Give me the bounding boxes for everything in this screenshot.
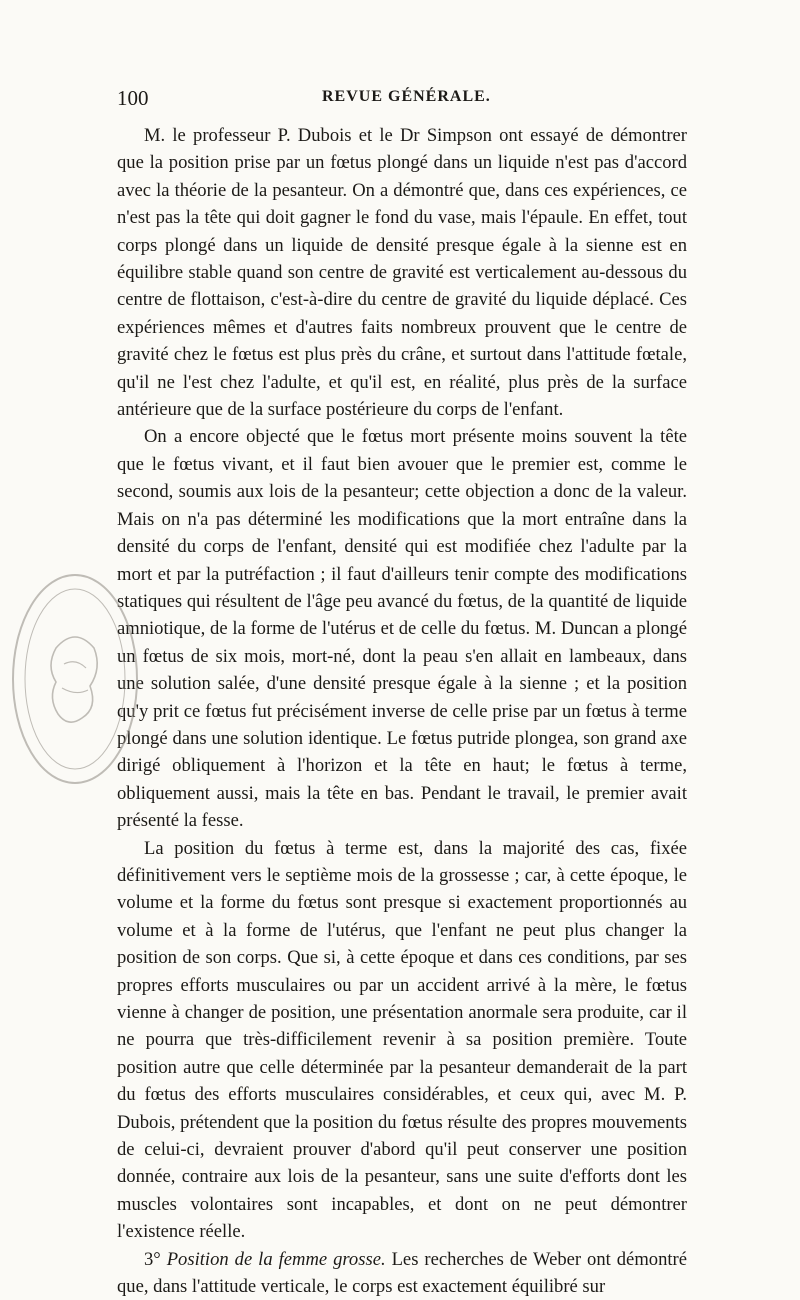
section-text: Les recherches de Weber ont démontré que, dans l'attitude verticale, le corps est exactement équilibré sur: [117, 1248, 687, 1298]
running-head: REVUE GÉNÉRALE.: [322, 88, 491, 105]
page-header: [117, 86, 687, 112]
section-heading: Position de la femme grosse.: [166, 1248, 386, 1270]
paragraph-1: M. le professeur P. Dubois et le Dr Simpson ont essayé de démontrer que la position prise par un fœtus plongé dans un liquide n'est pas d'accord avec la théorie de la pesanteur. On a démontré que, dans ces expériences, ce n'est pas la tête qui doit gagner le fond du vase, mais l'épaule. En effet, tout corps plongé dans un liquide de densité presque égale à la sienne est en équilibre stable quand son centre de gravité est verticalement au-dessous du centre de flottaison, c'est-à-dire du centre de gravité du liquide déplacé. Ces expériences mêmes et d'autres faits nombreux prouvent que le centre de gravité chez le fœtus est plus près du crâne, et surtout dans l'attitude fœtale, qu'il ne l'est chez l'adulte, et qu'il est, en réalité, plus près de la surface antérieure que de la surface postérieure du corps de l'enfant.: [117, 125, 687, 421]
body-text: [117, 122, 687, 1300]
paragraph-3: La position du fœtus à terme est, dans la majorité des cas, fixée définitivement vers le septième mois de la grossesse ; car, à cette époque, le volume et la forme du fœtus sont presque si exactement proportionnés au volume et à la forme de l'utérus, que l'enfant ne peut plus changer la position de son corps. Que si, à cette époque et dans ces conditions, par ses propres efforts musculaires ou par un accident arrivé à la mère, le fœtus vienne à changer de position, une présentation anormale sera produite, car il ne pourra que très-difficilement revenir à sa position première. Toute position autre que celle déterminée par la pesanteur demanderait de la part du fœtus des efforts musculaires considérables, et ceux qui, avec M. P. Dubois, prétendent que la position du fœtus résulte des propres mouvements de celui-ci, devraient prouver d'abord qu'il peut conserver une position donnée, contraire aux lois de la pesanteur, sans une suite d'efforts dont les muscles volontaires sont incapables, et dont on ne peut démontrer l'existence réelle.: [117, 837, 687, 1243]
section-number: 3°: [144, 1248, 161, 1270]
paragraph-4: [117, 1246, 687, 1300]
page-number: 100: [117, 86, 149, 110]
paragraph-2: On a encore objecté que le fœtus mort présente moins souvent la tête que le fœtus vivant, et il faut bien avouer que le premier est, comme le second, soumis aux lois de la pesanteur; cette objection a donc de la valeur. Mais on n'a pas déterminé les modifications que la mort entraîne dans la densité du corps de l'enfant, densité qui est modifiée chez l'adulte par la mort et par la putréfaction ; il faut d'ailleurs tenir compte des modifications statiques qui résultent de l'âge peu avancé du fœtus, de la quantité de liquide amniotique, de la forme de l'utérus et de celle du fœtus. M. Duncan a plongé un fœtus de six mois, mort-né, dont la peau s'en allait en lambeaux, dans une solution salée, d'une densité presque égale à la sienne ; et la position qu'y prit ce fœtus fut précisément inverse de celle prise par un fœtus à terme plongé dans une solution identique. Le fœtus putride plongea, son grand axe dirigé obliquement à l'horizon et la tête en haut; le fœtus à terme, obliquement aussi, mais la tête en bas. Pendant le travail, le premier avait présenté la fesse.: [117, 426, 687, 832]
library-stamp-icon: [6, 568, 144, 790]
